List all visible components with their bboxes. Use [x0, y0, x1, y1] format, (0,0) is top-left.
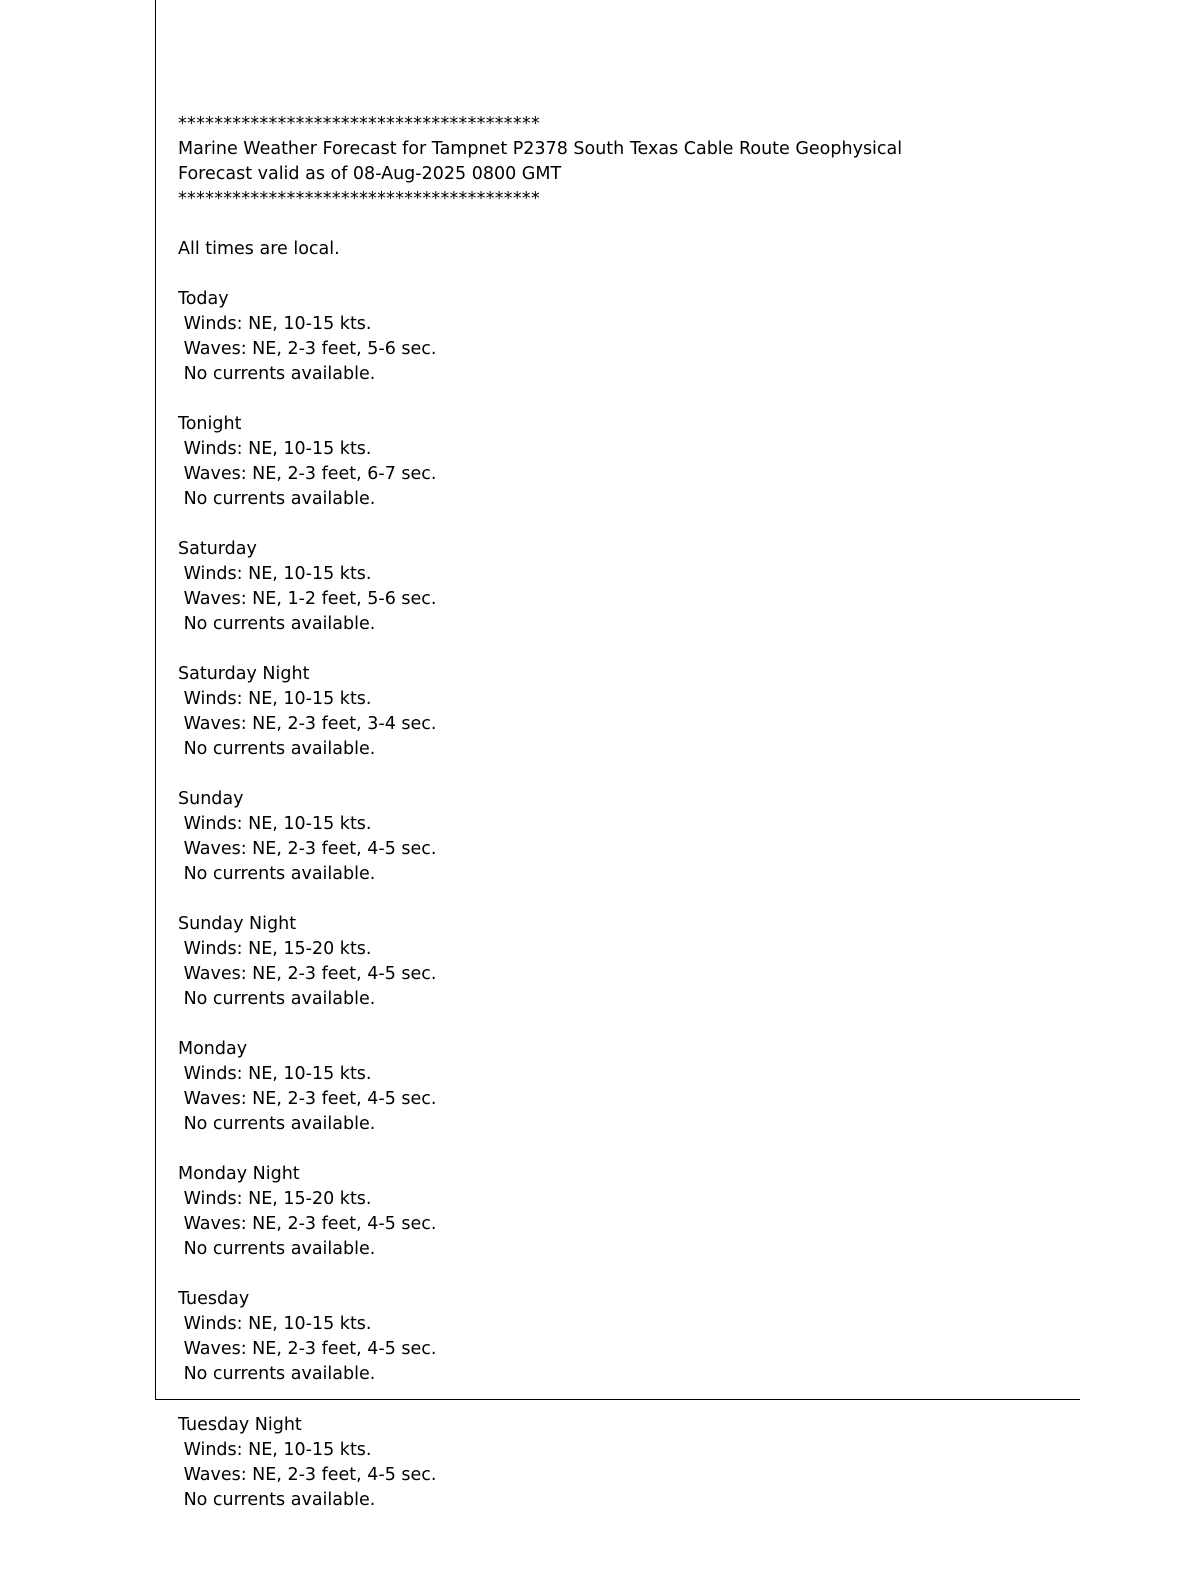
forecast-period	[178, 412, 1078, 512]
period-winds: Winds: NE, 15-20 kts.	[178, 939, 372, 959]
forecast-period	[178, 1287, 1078, 1387]
period-name: Saturday	[178, 539, 257, 559]
period-currents: No currents available.	[178, 1490, 376, 1510]
period-waves: Waves: NE, 2-3 feet, 4-5 sec.	[178, 964, 437, 984]
period-waves: Waves: NE, 2-3 feet, 4-5 sec.	[178, 1214, 437, 1234]
period-waves: Waves: NE, 2-3 feet, 3-4 sec.	[178, 714, 437, 734]
period-currents: No currents available.	[178, 489, 376, 509]
period-waves: Waves: NE, 2-3 feet, 4-5 sec.	[178, 1465, 437, 1485]
next-page-overflow	[178, 1413, 1078, 1513]
period-winds: Winds: NE, 10-15 kts.	[178, 439, 372, 459]
spacer	[178, 637, 1078, 662]
period-currents: No currents available.	[178, 614, 376, 634]
forecast-period	[178, 1413, 1078, 1513]
forecast-period	[178, 287, 1078, 387]
forecast-document-body	[178, 112, 1078, 1387]
period-waves: Waves: NE, 2-3 feet, 5-6 sec.	[178, 339, 437, 359]
spacer	[178, 1012, 1078, 1037]
forecast-period	[178, 1037, 1078, 1137]
period-waves: Waves: NE, 2-3 feet, 4-5 sec.	[178, 1339, 437, 1359]
period-winds: Winds: NE, 10-15 kts.	[178, 564, 372, 584]
period-waves: Waves: NE, 2-3 feet, 4-5 sec.	[178, 839, 437, 859]
period-winds: Winds: NE, 10-15 kts.	[178, 1440, 372, 1460]
spacer	[178, 1262, 1078, 1287]
forecast-period	[178, 662, 1078, 762]
header-rule-bottom: ****************************************	[178, 189, 540, 209]
period-name: Tuesday	[178, 1289, 250, 1309]
document-title-line-2: Forecast valid as of 08-Aug-2025 0800 GMT	[178, 164, 562, 184]
period-currents: No currents available.	[178, 364, 376, 384]
period-winds: Winds: NE, 10-15 kts.	[178, 1314, 372, 1334]
period-currents: No currents available.	[178, 1114, 376, 1134]
period-name: Sunday Night	[178, 914, 297, 934]
spacer	[178, 262, 1078, 287]
forecast-period	[178, 912, 1078, 1012]
period-currents: No currents available.	[178, 1364, 376, 1384]
period-currents: No currents available.	[178, 1239, 376, 1259]
period-name: Monday Night	[178, 1164, 300, 1184]
period-waves: Waves: NE, 1-2 feet, 5-6 sec.	[178, 589, 437, 609]
period-winds: Winds: NE, 10-15 kts.	[178, 814, 372, 834]
period-name: Tonight	[178, 414, 242, 434]
period-waves: Waves: NE, 2-3 feet, 4-5 sec.	[178, 1089, 437, 1109]
period-winds: Winds: NE, 15-20 kts.	[178, 1189, 372, 1209]
period-currents: No currents available.	[178, 864, 376, 884]
period-name: Saturday Night	[178, 664, 310, 684]
period-currents: No currents available.	[178, 739, 376, 759]
period-name: Today	[178, 289, 229, 309]
spacer	[178, 887, 1078, 912]
period-winds: Winds: NE, 10-15 kts.	[178, 314, 372, 334]
forecast-period	[178, 537, 1078, 637]
period-currents: No currents available.	[178, 989, 376, 1009]
period-name: Tuesday Night	[178, 1415, 302, 1435]
spacer	[178, 1137, 1078, 1162]
spacer	[178, 212, 1078, 237]
forecast-period	[178, 787, 1078, 887]
document-title-line-1: Marine Weather Forecast for Tampnet P2378 South Texas Cable Route Geophysical	[178, 139, 903, 159]
period-name: Monday	[178, 1039, 248, 1059]
timezone-note: All times are local.	[178, 239, 340, 259]
forecast-period	[178, 1162, 1078, 1262]
spacer	[178, 762, 1078, 787]
spacer	[178, 512, 1078, 537]
period-winds: Winds: NE, 10-15 kts.	[178, 689, 372, 709]
header-rule-top: ****************************************	[178, 114, 540, 134]
period-waves: Waves: NE, 2-3 feet, 6-7 sec.	[178, 464, 437, 484]
spacer	[178, 387, 1078, 412]
period-winds: Winds: NE, 10-15 kts.	[178, 1064, 372, 1084]
period-name: Sunday	[178, 789, 244, 809]
